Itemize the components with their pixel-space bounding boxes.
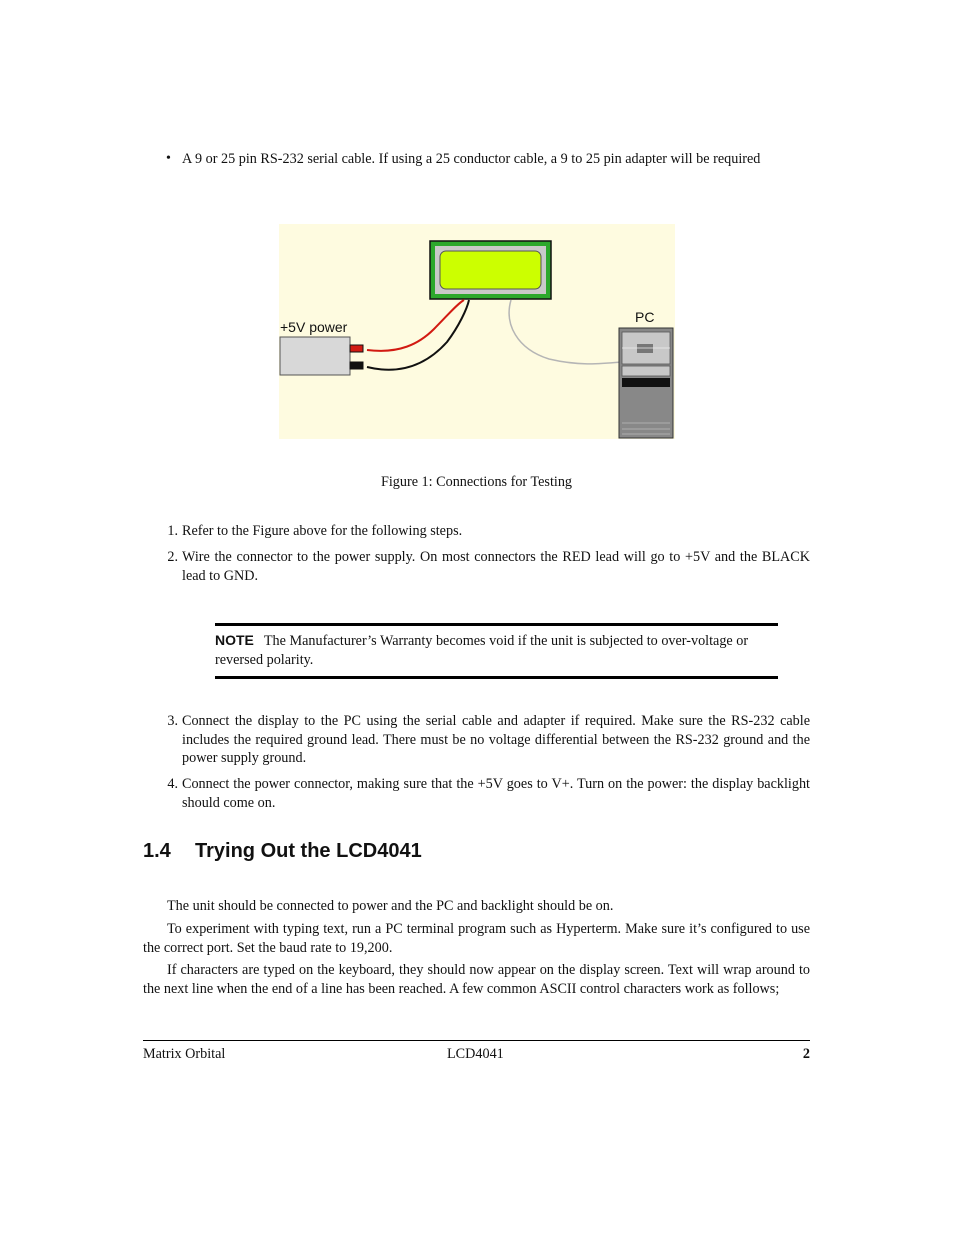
footer-center: LCD4041	[447, 1046, 504, 1062]
footer-left: Matrix Orbital	[143, 1046, 226, 1062]
black-terminal	[350, 362, 363, 369]
bullet-dot: •	[166, 151, 171, 166]
power-label: +5V power	[280, 319, 348, 335]
connection-figure	[279, 224, 675, 439]
page-number: 2	[802, 1046, 810, 1062]
note-label: NOTE	[215, 632, 254, 648]
step-text: Wire the connector to the power supply. On most connectors the RED lead will go to +5V and the BLACK lead to GND.	[182, 549, 810, 584]
step-number: 4.	[167, 776, 178, 792]
body-paragraph: If characters are typed on the keyboard, they should now appear on the display screen. Text will wrap around to the next line when the end of a line has been reached. A few common ASCII control characters work as follows;	[143, 962, 810, 997]
lcd-screen	[440, 251, 541, 289]
step-text: Connect the display to the PC using the serial cable and adapter if required. Make sure the RS-232 cable includes the required ground lead. There must be no voltage differential between the RS-232 ground and the power supply ground.	[182, 713, 810, 766]
note-text: The Manufacturer’s Warranty becomes void if the unit is subjected to over-voltage or reversed polarity.	[215, 633, 749, 668]
power-supply-box	[280, 337, 350, 375]
red-terminal	[350, 345, 363, 352]
footer-rule	[143, 1040, 810, 1041]
section-heading	[143, 840, 422, 863]
step-text: Refer to the Figure above for the following steps.	[182, 523, 463, 539]
note-top-rule	[215, 623, 778, 626]
pc-label: PC	[635, 309, 655, 325]
bullet-item: A 9 or 25 pin RS-232 serial cable. If using a 25 conductor cable, a 9 to 25 pin adapter will be required	[182, 151, 761, 167]
pc-display-strip	[622, 378, 670, 387]
body-paragraph: The unit should be connected to power and the PC and backlight should be on.	[167, 898, 614, 914]
pc-drive-slot	[637, 344, 653, 353]
step-number: 1.	[167, 523, 178, 539]
step-number: 2.	[167, 549, 178, 565]
step-text: Connect the power connector, making sure that the +5V goes to V+. Turn on the power: the display backlight should come on.	[182, 776, 810, 811]
section-number: 1.4	[143, 840, 171, 862]
pc-drive-bay-mid	[622, 366, 670, 376]
body-paragraph: To experiment with typing text, run a PC terminal program such as Hyperterm. Make sure it’s configured to use the correct port. Set the baud rate to 19,200.	[143, 921, 810, 956]
figure-caption: Figure 1: Connections for Testing	[380, 474, 573, 490]
section-title: Trying Out the LCD4041	[195, 840, 422, 862]
note-bottom-rule	[215, 676, 778, 679]
step-number: 3.	[167, 713, 178, 729]
note-box	[215, 631, 777, 669]
